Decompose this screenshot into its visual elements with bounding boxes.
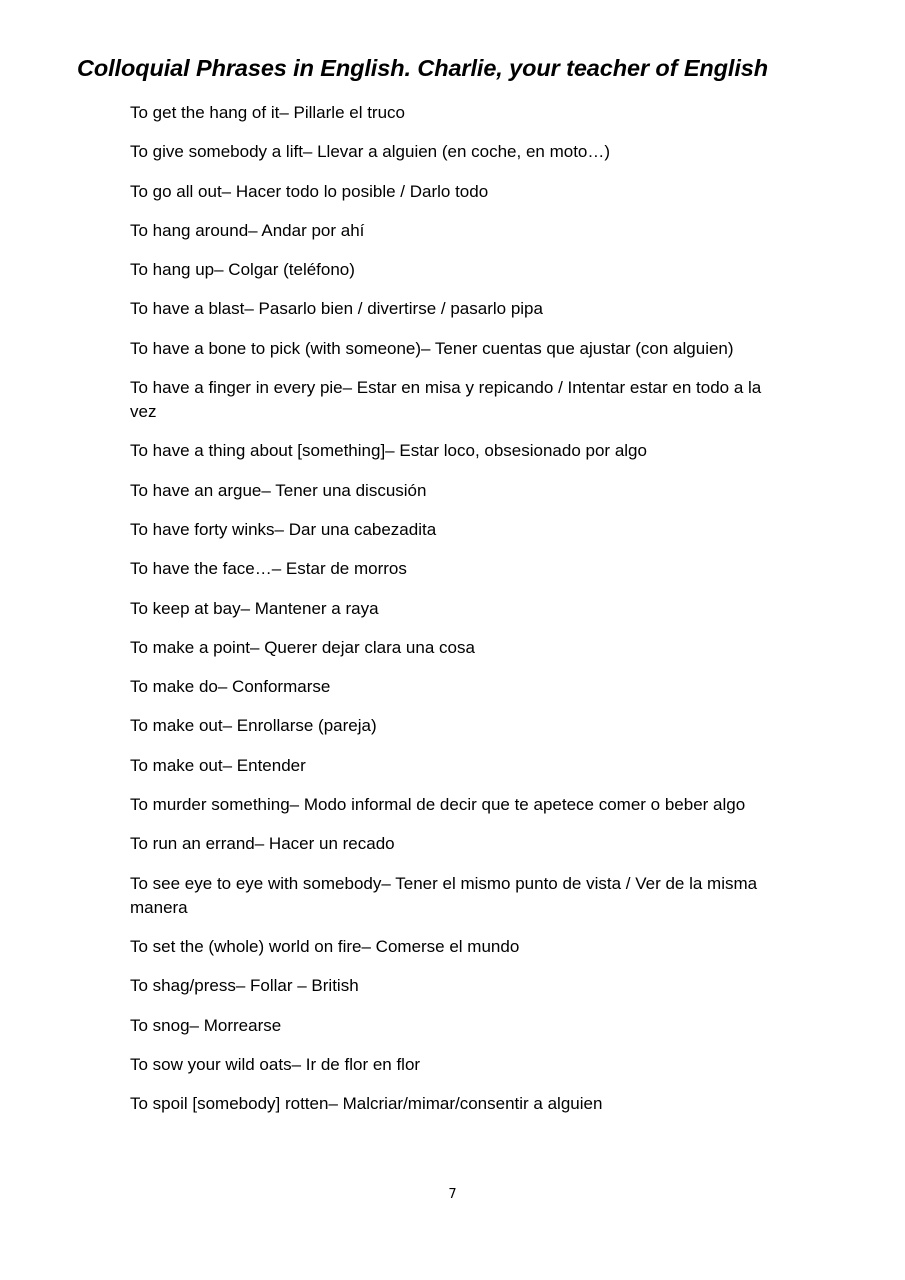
phrase-item: To go all out– Hacer todo lo posible / Darlo todo — [130, 181, 489, 201]
phrase-item: To have a blast– Pasarlo bien / divertirse / pasarlo pipa — [130, 299, 543, 319]
phrase-item: To shag/press– Follar – British — [130, 976, 359, 996]
phrase-item: To make out– Enrollarse (pareja) — [130, 716, 377, 736]
page-number: 7 — [448, 1187, 457, 1202]
phrase-item: To make do– Conformarse — [130, 677, 331, 697]
phrase-item: To hang up– Colgar (teléfono) — [130, 260, 355, 280]
phrase-item: To spoil [somebody] rotten– Malcriar/mimar/consentir a alguien — [130, 1094, 603, 1114]
phrase-item: To have an argue– Tener una discusión — [130, 480, 427, 500]
phrase-item: To have a bone to pick (with someone)– Tener cuentas que ajustar (con alguien) — [130, 338, 734, 358]
phrase-item: To set the (whole) world on fire– Comerse el mundo — [130, 936, 520, 956]
phrase-item: To make out– Entender — [130, 755, 306, 775]
phrase-item: To keep at bay– Mantener a raya — [130, 598, 379, 618]
phrase-item: To get the hang of it– Pillarle el truco — [130, 103, 405, 122]
page-title: Colloquial Phrases in English. Charlie, your teacher of English — [77, 55, 769, 81]
phrase-item: To run an errand– Hacer un recado — [130, 834, 395, 854]
phrase-item: To hang around– Andar por ahí — [130, 220, 365, 240]
phrase-item: To make a point– Querer dejar clara una cosa — [130, 637, 475, 657]
phrase-item: To have a thing about [something]– Estar loco, obsesionado por algo — [130, 441, 647, 461]
phrase-item: To sow your wild oats– Ir de flor en flor — [130, 1054, 421, 1074]
phrase-item: To have a finger in every pie– Estar en misa y repicando / Intentar estar en todo a la vez — [130, 378, 762, 422]
phrase-item: To murder something– Modo informal de decir que te apetece comer o beber algo — [130, 795, 746, 815]
phrase-list — [130, 101, 790, 1131]
phrase-item: To have forty winks– Dar una cabezadita — [130, 519, 437, 539]
phrase-item: To give somebody a lift– Llevar a alguien (en coche, en moto…) — [130, 142, 611, 162]
phrase-item: To snog– Morrearse — [130, 1015, 282, 1035]
phrase-item: To see eye to eye with somebody– Tener el mismo punto de vista / Ver de la misma manera — [130, 873, 758, 917]
phrase-item: To have the face…– Estar de morros — [130, 559, 407, 579]
